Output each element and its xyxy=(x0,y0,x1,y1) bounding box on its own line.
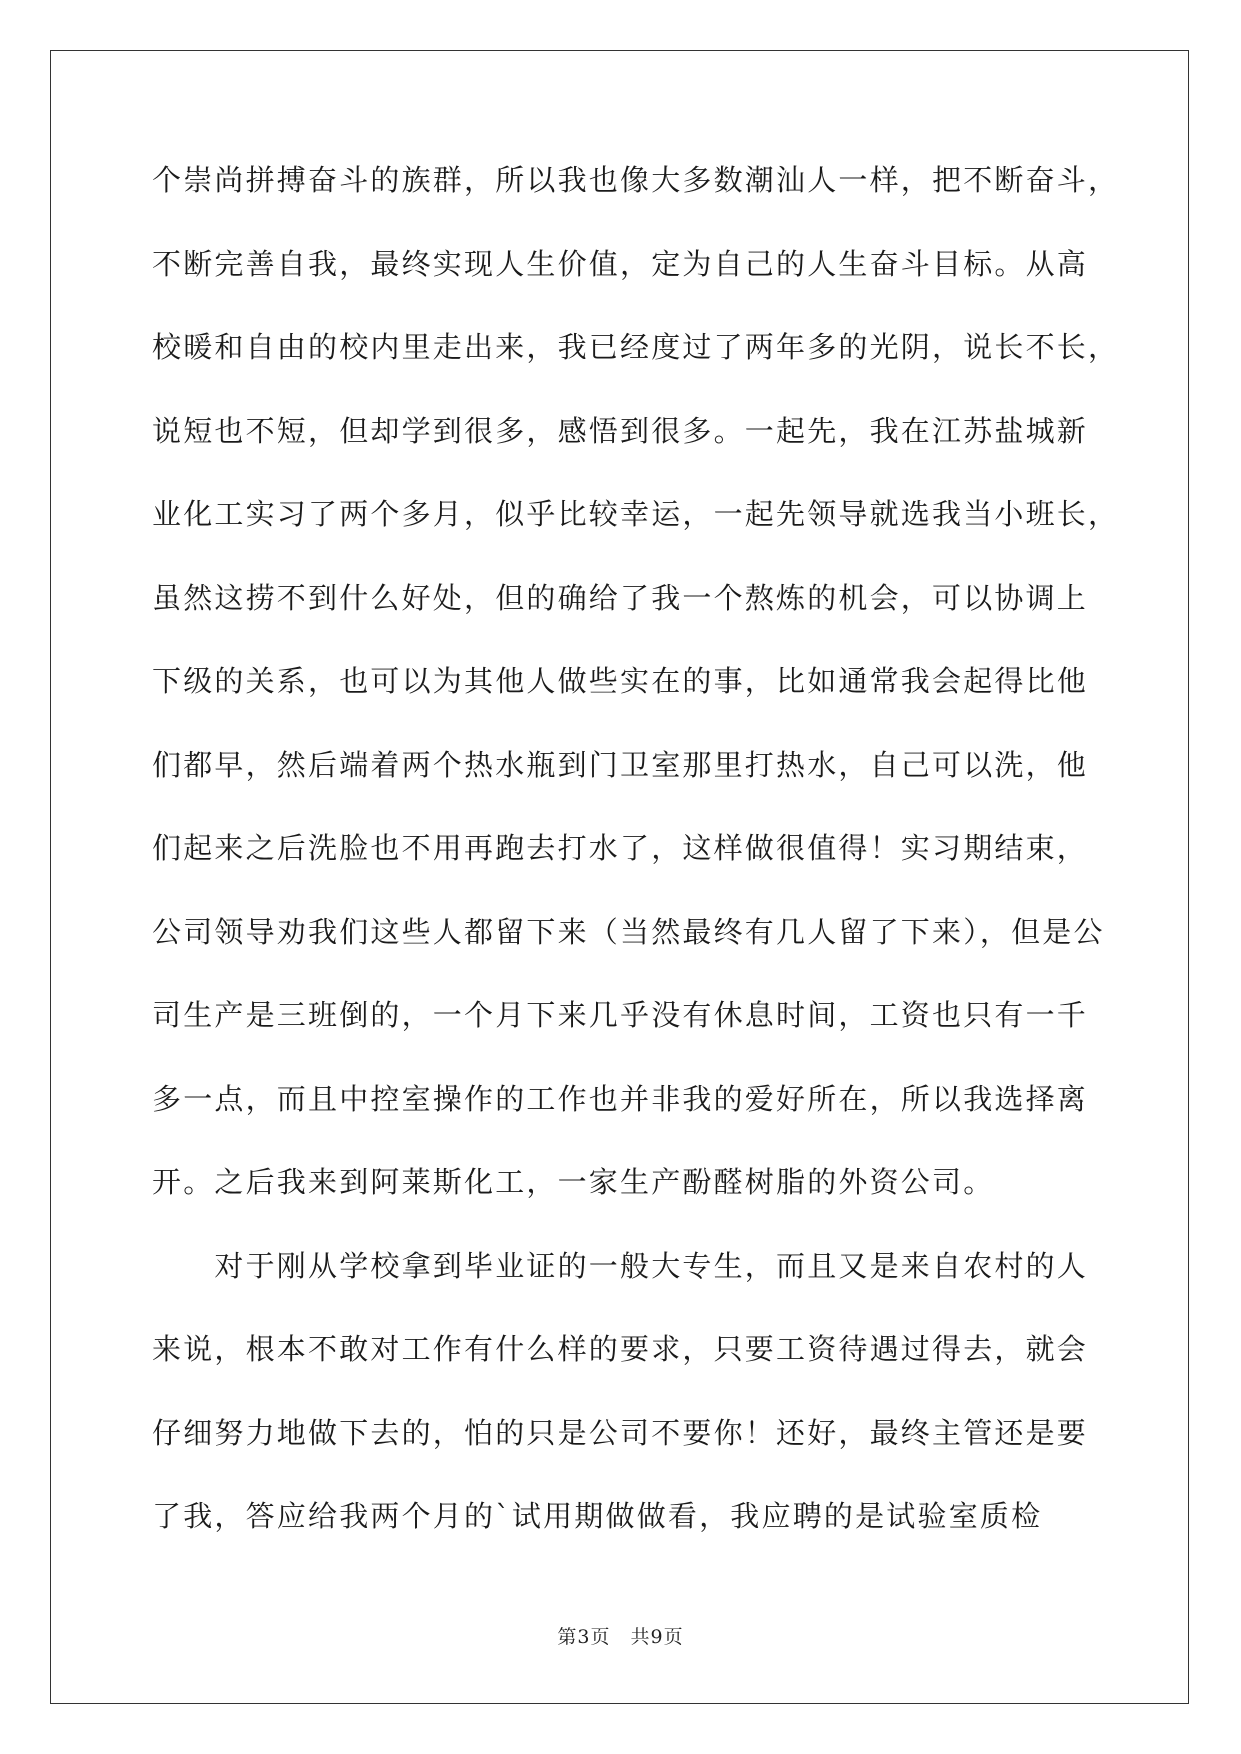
document-body xyxy=(152,160,1120,1580)
text-line: 多一点，而且中控室操作的工作也并非我的爱好所在，所以我选择离 xyxy=(152,1081,1089,1116)
text-line: 个崇尚拼搏奋斗的族群，所以我也像大多数潮汕人一样，把不断奋斗， xyxy=(152,163,1120,197)
text-line: 不断完善自我，最终实现人生价值，定为自己的人生奋斗目标。从高 xyxy=(152,246,1089,281)
text-line: 来说，根本不敢对工作有什么样的要求，只要工资待遇过得去，就会 xyxy=(152,1332,1089,1366)
text-line: 说短也不短，但却学到很多，感悟到很多。一起先，我在江苏盐城新 xyxy=(152,413,1089,448)
text-line: 校暖和自由的校内里走出来，我已经度过了两年多的光阴，说长不长， xyxy=(152,330,1120,364)
text-line: 开。之后我来到阿莱斯化工，一家生产酚醛树脂的外资公司。 xyxy=(152,1165,995,1199)
text-line: 公司领导劝我们这些人都留下来（当然最终有几人留了下来），但是公 xyxy=(152,914,1105,949)
text-line: 仔细努力地做下去的，怕的只是公司不要你！还好，最终主管还是要 xyxy=(152,1415,1089,1450)
text-line: 们起来之后洗脸也不用再跑去打水了，这样做很值得！实习期结束， xyxy=(152,831,1089,865)
text-line: 了我，答应给我两个月的`试用期做做看，我应聘的是试验室质检 xyxy=(152,1499,1043,1533)
text-line: 们都早，然后端着两个热水瓶到门卫室那里打热水，自己可以洗，他 xyxy=(152,747,1089,782)
text-line: 下级的关系，也可以为其他人做些实在的事，比如通常我会起得比他 xyxy=(152,664,1089,698)
text-line: 业化工实习了两个多月，似乎比较幸运，一起先领导就选我当小班长， xyxy=(152,497,1120,531)
text-line: 司生产是三班倒的，一个月下来几乎没有休息时间，工资也只有一千 xyxy=(152,998,1089,1032)
page-number: 第3页 共9页 xyxy=(557,1626,684,1648)
text-line: 对于刚从学校拿到毕业证的一般大专生，而且又是来自农村的人 xyxy=(152,1248,1089,1283)
text-line: 虽然这捞不到什么好处，但的确给了我一个熬炼的机会，可以协调上 xyxy=(152,580,1089,615)
